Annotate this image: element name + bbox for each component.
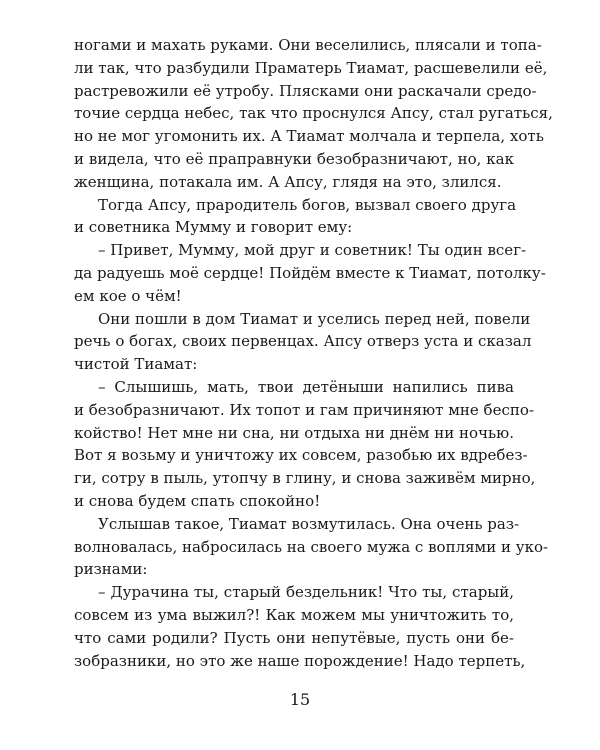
text-line: и снова будем спать спокойно!	[74, 491, 321, 510]
text-line: Они пошли в дом Тиамат и уселись перед ней, повели	[98, 309, 531, 328]
text-line: и советника Мумму и говорит ему:	[74, 218, 353, 237]
text-line: ногами и махать руками. Они веселились, плясали и топа-	[74, 36, 542, 54]
text-line: зобразники, но это же наше порождение! Надо терпеть,	[74, 651, 526, 670]
text-line: – Дурачина ты, старый бездельник! Что ты, старый,	[98, 583, 514, 602]
text-line: ги, сотру в пыль, утопчу в глину, и снова заживём мирно,	[74, 469, 536, 488]
text-line: растревожили её утробу. Плясками они раскачали средо-	[74, 81, 537, 100]
text-line: и безобразничают. Их топот и гам причиняют мне беспо-	[74, 400, 534, 419]
text-line: что сами родили? Пусть они непутёвые, пусть они бе-	[74, 628, 514, 647]
text-line: – Слышишь, мать, твои детёныши напились пива	[98, 377, 514, 396]
text-line: совсем из ума выжил?! Как можем мы уничтожить то,	[74, 605, 514, 624]
text-line: Вот я возьму и уничтожу их совсем, разобью их вдребез-	[74, 446, 528, 465]
text-line: точие сердца небес, так что проснулся Апсу, стал ругаться,	[74, 104, 553, 123]
text-line: но не мог угомонить их. А Тиамат молчала и терпела, хоть	[74, 127, 544, 146]
text-line: Тогда Апсу, прародитель богов, вызвал своего друга	[98, 195, 517, 214]
body-text	[74, 34, 553, 672]
text-line: койство! Нет мне ни сна, ни отдыха ни днём ни ночью.	[74, 423, 514, 442]
text-line: речь о богах, своих первенцах. Апсу отверз уста и сказал	[74, 332, 532, 351]
text-line: женщина, потакала им. А Апсу, глядя на это, злился.	[74, 172, 502, 191]
text-line: Услышав такое, Тиамат возмутилась. Она очень раз-	[98, 514, 520, 533]
text-line: и видела, что её праправнуки безобразничают, но, как	[74, 149, 514, 168]
text-line: волновалась, набросилась на своего мужа с воплями и уко-	[74, 537, 549, 556]
text-line: ли так, что разбудили Праматерь Тиамат, расшевелили её,	[74, 58, 548, 77]
text-line: – Привет, Мумму, мой друг и советник! Ты один всег-	[98, 241, 527, 260]
text-line: чистой Тиамат:	[74, 355, 198, 374]
text-line: ем кое о чём!	[74, 286, 182, 305]
text-line: да радуешь моё сердце! Пойдём вместе к Тиамат, потолку-	[74, 263, 546, 282]
text-line: ризнами:	[74, 560, 148, 579]
page-number: 15	[289, 690, 311, 709]
